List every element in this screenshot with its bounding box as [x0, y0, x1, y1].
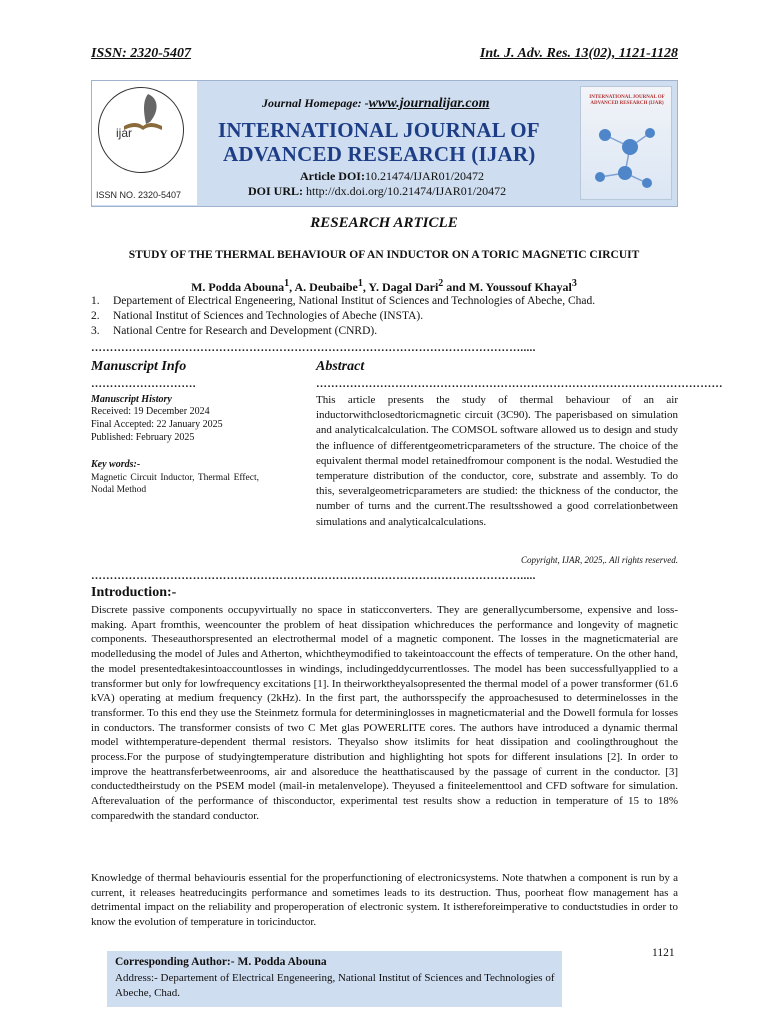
history-label: Manuscript History [91, 394, 172, 405]
homepage-link[interactable]: www.journalijar.com [368, 96, 490, 111]
keywords: Magnetic Circuit Inductor, Thermal Effect, Nodal Method [91, 473, 259, 495]
affiliation-3: 3. National Centre for Research and Development (CNRD). [91, 325, 378, 337]
doi-url-label: DOI URL: [248, 184, 304, 198]
received-date: Received: 19 December 2024 [91, 406, 210, 417]
author-2: A. Deubaibe$^1$, [294, 278, 369, 294]
logo-issn: ISSN NO. 2320-5407 [96, 190, 182, 200]
article-type: RESEARCH ARTICLE [310, 215, 458, 231]
doi-value: 10.21474/IJAR01/20472 [364, 169, 484, 183]
corresponding-author-name: Corresponding Author:- M. Podda Abouna [115, 956, 327, 968]
introduction-heading: Introduction:- [91, 585, 177, 600]
doi-label: Article DOI: [300, 169, 365, 183]
author-4: M. Youssouf Khayal$^3$ [468, 278, 577, 294]
separator-top: ……………………………………………………………………………………………………..... [91, 342, 536, 354]
author-1: M. Podda Abouna$^1$, [191, 278, 295, 294]
keywords-label: Key words:- [91, 459, 141, 470]
separator-right: ……………………………………………………………………………………………… [316, 378, 723, 390]
journal-title-line2: ADVANCED RESEARCH (IJAR) [223, 142, 536, 166]
author-3: Y. Dagal Dari$^2$ and [368, 278, 469, 294]
separator-left: ………………………. [91, 378, 196, 390]
corresponding-address: Address:- Departement of Electrical Engeneering, National Institut of Sciences and Technologies of Abeche, Chad. [115, 972, 555, 999]
journal-cover-image [580, 86, 672, 200]
citation-line: Int. J. Adv. Res. 13(02), 1121-1128 [479, 46, 678, 61]
journal-title-line1: INTERNATIONAL JOURNAL OF [218, 118, 540, 142]
manuscript-info-heading: Manuscript Info [91, 359, 187, 374]
affiliation-2: 2. National Institut of Sciences and Technologies of Abeche (INSTA). [91, 310, 424, 322]
intro-paragraph-1: Discrete passive components occupyvirtually no space in staticconverters. They are generallycumbersome, expensive and loss-making. Apart fromthis, weencounter the problem of heat dissipation whichreduces the performance and longevity of magnetic components. Theseauthorspresented an electrothermal model of a magnetic component. The losses in the magneticmaterial are modelledusing the model of Jules and Atherton, whichtheymodified to takeintoaccount the effects of temperature. On the other hand, the model presentedtakesintoaccountlosses in windings, includingeddycurrentlosses. The model has been successfullyapplied to a transformer but only for lowfrequency excitations [1]. In theirworktheyalsopresented the thermal model of a power transformer (61.6 kVA) operating at medium frequency (2kHz). In the first part, the authorsspecify the approachesused to determinelosses in the transformer. To this end they use the Steinmetz formula for determininglosses in magneticmaterial and the Dowell formula for losses in conductors. The transformer consists of two C Met glas POWERLITE cores. The authors have introduced a dynamic thermal model withtemperature-dependent thermal resistors. Theyalso show itslimits for heat dissipation and coolingthroughout the process.For the purpose of studyingtemperature distribution and highlighting hot spots for different insulations [2]. In order to improve the heattransferbetweenrooms, air and alsoreduce the heatthatiscaused by the passage of current in the conductor. [3] conductedtheirstudy on the PSEM model (mail-in metalenvelope). Theyused a finiteelementtool and CFD software for simulation. Afterevaluation of the performance of thisconductor, experimental test results show a reduction in temperature of 15 to 18% comparedwith the standard conductor. [91, 604, 678, 822]
doi-url [248, 184, 506, 199]
separator-bottom: ……………………………………………………………………………………………………..... [91, 570, 536, 582]
affiliation-1: 1. Departement of Electrical Engeneering, National Institut of Sciences and Technologies of Abeche, Chad. [91, 295, 596, 307]
article-doi [300, 169, 484, 184]
homepage-label: Journal Homepage: - [262, 96, 369, 110]
journal-homepage [262, 96, 490, 112]
author-list [0, 278, 768, 295]
abstract-heading: Abstract [316, 359, 365, 374]
article-title: STUDY OF THE THERMAL BEHAVIOUR OF AN INDUCTOR ON A TORIC MAGNETIC CIRCUIT [128, 249, 640, 261]
issn-line: ISSN: 2320-5407 [91, 46, 191, 61]
intro-paragraph-2: Knowledge of thermal behaviouris essential for the properfunctioning of electronicsystems. Note thatwhen a component is run by a current, it releases heatreducingits performance and sometimes leads to its destruction. Thus, poorheat flow management has a detrimental impact on the reliability and properoperation of electronic system. It isthereforeimperative to conductstudies in order to know the evolution of temperature in toricinductor. [91, 872, 678, 929]
accepted-date: Final Accepted: 22 January 2025 [91, 419, 223, 430]
cover-title: INTERNATIONAL JOURNAL OF ADVANCED RESEARCH (IJAR) [589, 95, 665, 106]
molecule-icon [585, 115, 669, 197]
page-number: 1121 [652, 947, 675, 959]
logo-text: ijar [116, 126, 133, 140]
abstract-text: This article presents the study of thermal behaviour of an air inductorwithclosedtoricmagnetic circuit (3C90). The paperisbased on simulation and analyticalcalculation. The COMSOL software allowed us to design and study the influence of differentgeometricparameters of the structure. The choice of the equivalent thermal model retainedfromour component is the nodal. Westudied the temperature distribution of the conductor, core, substrate and assembly. To do this, severalgeometricparameters are studied: the thickness of the conductor, the number of turns and the current.The resultsshowed a good correlationbetween simulations and analyticalcalculations. [316, 394, 678, 528]
copyright: Copyright, IJAR, 2025,. All rights reserved. [521, 555, 678, 565]
doi-url-link[interactable]: http://dx.doi.org/10.21474/IJAR01/20472 [303, 184, 507, 198]
published-date: Published: February 2025 [91, 432, 195, 443]
corresponding-author-box [107, 951, 562, 1007]
